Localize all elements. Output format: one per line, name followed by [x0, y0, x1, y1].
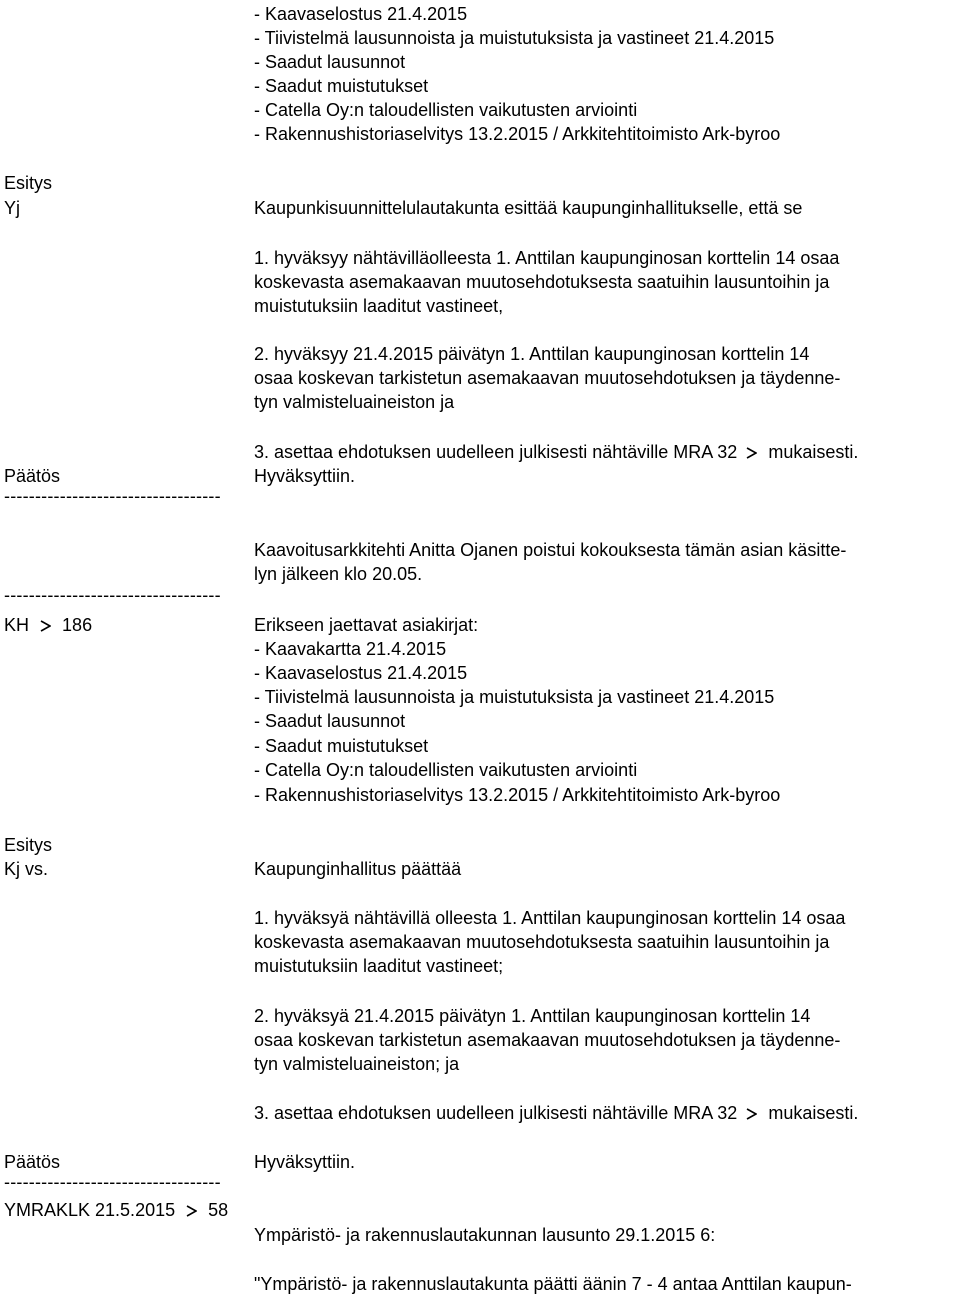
proposal-item-line: 2. hyväksyy 21.4.2015 päivätyn 1. Anttilan kaupunginosan korttelin 14 [254, 344, 810, 364]
proposal-item-text: mukaisesti. [768, 442, 859, 462]
proposal-item-line: osaa koskevan tarkistetun asemakaavan muutosehdotuksen ja täydenne- [254, 1030, 841, 1050]
section-sign-icon [746, 446, 757, 460]
attachment-item: - Tiivistelmä lausunnoista ja muistutuksista ja vastineet 21.4.2015 [254, 28, 775, 48]
proposer-label: Kj vs. [4, 859, 49, 879]
section-sign-icon [186, 1204, 197, 1218]
section-reference [4, 613, 92, 637]
proposal-item-line: 1. hyväksyä nähtävillä olleesta 1. Anttilan kaupunginosan korttelin 14 osaa [254, 908, 846, 928]
attachment-item: - Kaavakartta 21.4.2015 [254, 639, 447, 659]
proposal-label: Esitys [4, 173, 53, 193]
attachment-item: - Saadut muistutukset [254, 736, 429, 756]
proposer-label: Yj [4, 198, 21, 218]
decision-label: Päätös [4, 1152, 61, 1172]
attachment-item: - Saadut lausunnot [254, 52, 406, 72]
attachment-item: - Catella Oy:n taloudellisten vaikutusten arviointi [254, 760, 638, 780]
decision-text: Hyväksyttiin. [254, 466, 356, 486]
attachment-item: - Rakennushistoriaselvitys 13.2.2015 / Arkkitehtitoimisto Ark-byroo [254, 124, 781, 144]
section-sign-icon [746, 1107, 757, 1121]
attachment-item: - Rakennushistoriaselvitys 13.2.2015 / Arkkitehtitoimisto Ark-byroo [254, 785, 781, 805]
proposal-item-line: koskevasta asemakaavan muutosehdotuksesta saatuihin lausuntoihin ja [254, 932, 830, 952]
proposal-item-line: 2. hyväksyä 21.4.2015 päivätyn 1. Anttilan kaupunginosan korttelin 14 [254, 1006, 811, 1026]
attachment-item: - Saadut muistutukset [254, 76, 429, 96]
attachments-heading: Erikseen jaettavat asiakirjat: [254, 615, 479, 635]
note-line: Kaavoitusarkkitehti Anitta Ojanen poistui kokouksesta tämän asian käsitte- [254, 540, 847, 560]
attachment-item: - Saadut lausunnot [254, 711, 406, 731]
separator: ----------------------------------- [4, 585, 221, 605]
proposal-item-text: 3. asettaa ehdotuksen uudelleen julkisesti nähtäville MRA 32 [254, 1103, 738, 1123]
section-sign-icon [40, 619, 51, 633]
statement-heading: Ympäristö- ja rakennuslautakunnan lausunto 29.1.2015 6: [254, 1225, 716, 1245]
proposal-item-line: tyn valmisteluaineiston; ja [254, 1054, 460, 1074]
proposal-item-line: koskevasta asemakaavan muutosehdotuksesta saatuihin lausuntoihin ja [254, 272, 830, 292]
separator: ----------------------------------- [4, 486, 221, 506]
decision-text: Hyväksyttiin. [254, 1152, 356, 1172]
section-body: YMRAKLK 21.5.2015 [4, 1200, 176, 1220]
proposal-intro: Kaupunginhallitus päättää [254, 859, 462, 879]
attachment-item: - Tiivistelmä lausunnoista ja muistutuksista ja vastineet 21.4.2015 [254, 687, 775, 707]
statement-quote: "Ympäristö- ja rakennuslautakunta päätti äänin 7 - 4 antaa Anttilan kaupun- [254, 1274, 852, 1294]
proposal-item-line: 1. hyväksyy nähtävilläolleesta 1. Anttilan kaupunginosan korttelin 14 osaa [254, 248, 840, 268]
decision-label: Päätös [4, 466, 61, 486]
proposal-item-line: muistutuksiin laaditut vastineet; [254, 956, 504, 976]
proposal-item-line: tyn valmisteluaineiston ja [254, 392, 455, 412]
separator: ----------------------------------- [4, 1172, 221, 1192]
section-body: KH [4, 615, 30, 635]
section-reference [4, 1198, 228, 1222]
proposal-item-text: 3. asettaa ehdotuksen uudelleen julkisesti nähtäville MRA 32 [254, 442, 738, 462]
proposal-item-line [254, 440, 858, 464]
attachment-item: - Kaavaselostus 21.4.2015 [254, 663, 468, 683]
attachment-item: - Catella Oy:n taloudellisten vaikutusten arviointi [254, 100, 638, 120]
note-line: lyn jälkeen klo 20.05. [254, 564, 423, 584]
proposal-item-line: osaa koskevan tarkistetun asemakaavan muutosehdotuksen ja täydenne- [254, 368, 841, 388]
section-number: 58 [208, 1200, 229, 1220]
proposal-intro: Kaupunkisuunnittelulautakunta esittää kaupunginhallitukselle, että se [254, 198, 803, 218]
proposal-label: Esitys [4, 835, 53, 855]
attachment-item: - Kaavaselostus 21.4.2015 [254, 4, 468, 24]
section-number: 186 [62, 615, 93, 635]
proposal-item-text: mukaisesti. [768, 1103, 859, 1123]
proposal-item-line [254, 1101, 858, 1125]
proposal-item-line: muistutuksiin laaditut vastineet, [254, 296, 504, 316]
